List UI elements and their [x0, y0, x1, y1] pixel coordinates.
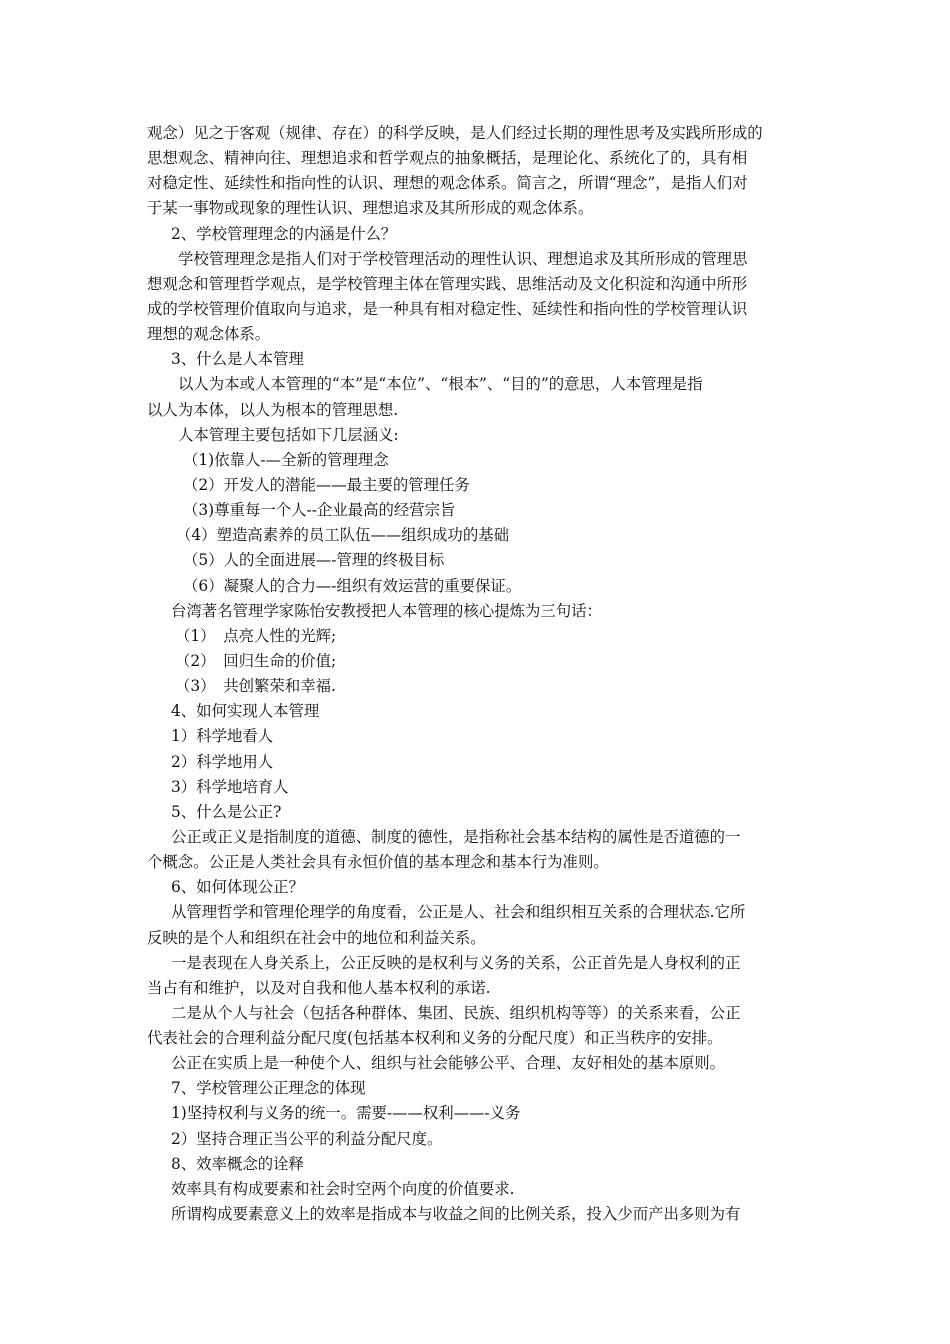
list-item: （3)尊重每一个人--企业最高的经营宗旨	[183, 501, 456, 520]
list-item: 2）坚持合理正当公平的利益分配尺度。	[171, 1129, 443, 1148]
body-line: 当占有和维护，以及对自我和他人基本权利的承诺.	[147, 978, 491, 997]
body-line: 以人为本体，以人为根本的管理思想.	[147, 400, 399, 419]
body-line: 人本管理主要包括如下几层涵义:	[178, 425, 399, 444]
section-heading: 7、学校管理公正理念的体现	[171, 1079, 366, 1098]
body-line: 观念）见之于客观（规律、存在）的科学反映，是人们经过长期的理性思考及实践所形成的	[147, 124, 763, 142]
section-heading: 2、学校管理理念的内涵是什么？	[171, 224, 397, 243]
body-line: 想观念和管理哲学观点，是学校管理主体在管理实践、思维活动及文化积淀和沟通中所形	[147, 274, 748, 293]
list-item: （2）开发人的潜能——最主要的管理任务	[183, 475, 470, 494]
body-line: 理想的观念体系。	[147, 325, 271, 344]
body-line: 以人为本或人本管理的“本”是“本位”、“根本”、“目的”的意思，人本管理是指	[178, 375, 703, 394]
body-line: 思想观念、精神向往、理想追求和哲学观点的抽象概括，是理论化、系统化了的，具有相	[147, 149, 748, 168]
list-item: （1)依靠人-—全新的管理理念	[183, 450, 389, 469]
section-heading: 5、什么是公正?	[171, 802, 282, 821]
body-line: 学校管理理念是指人们对于学校管理活动的理性认识、理想追求及其所形成的管理思	[178, 249, 748, 268]
list-item: 1)坚持权利与义务的统一。需要-——权利——-义务	[171, 1104, 521, 1123]
body-line: 公正在实质上是一种使个人、组织与社会能够公平、合理、友好相处的基本原则。	[171, 1054, 726, 1073]
body-line: 台湾著名管理学家陈怡安教授把人本管理的核心提炼为三句话：	[171, 601, 602, 620]
list-item: （4）塑造高素养的员工队伍——组织成功的基础	[176, 526, 509, 545]
list-item: 3）科学地培育人	[171, 777, 289, 796]
body-line: 代表社会的合理利益分配尺度(包括基本权利和义务的分配尺度）和正当秩序的安排。	[147, 1029, 723, 1048]
body-line: 反映的是个人和组织在社会中的地位和利益关系。	[147, 928, 486, 947]
list-item: （1） 点亮人性的光辉;	[175, 626, 337, 645]
list-item: 1）科学地看人	[171, 727, 274, 746]
body-line: 对稳定性、延续性和指向性的认识、理想的观念体系。简言之，所谓“理念”，是指人们对	[147, 174, 748, 193]
body-line: 成的学校管理价值取向与追求，是一种具有相对稳定性、延续性和指向性的学校管理认识	[147, 299, 748, 318]
body-line: 公正或正义是指制度的道德、制度的德性，是指称社会基本结构的属性是否道德的一	[171, 827, 741, 846]
body-line: 一是表现在人身关系上，公正反映的是权利与义务的关系，公正首先是人身权利的正	[171, 953, 741, 972]
list-item: 2）科学地用人	[171, 752, 274, 771]
body-line: 个概念。公正是人类社会具有永恒价值的基本理念和基本行为准则。	[147, 853, 609, 872]
section-heading: 4、如何实现人本管理	[171, 702, 320, 721]
document-body	[147, 121, 807, 1227]
body-line: 所谓构成要素意义上的效率是指成本与收益之间的比例关系，投入少而产出多则为有	[171, 1205, 741, 1224]
body-line: 二是从个人与社会（包括各种群体、集团、民族、组织机构等等）的关系来看，公正	[171, 1003, 741, 1022]
body-line: 于某一事物或现象的理性认识、理想追求及其所形成的观念体系。	[147, 199, 594, 218]
list-item: （6）凝聚人的合力—-组织有效运营的重要保证。	[183, 576, 522, 595]
section-heading: 3、什么是人本管理	[171, 350, 304, 369]
list-item: （3） 共创繁荣和幸福.	[175, 677, 336, 696]
body-line: 效率具有构成要素和社会时空两个向度的价值要求.	[171, 1179, 515, 1198]
section-heading: 8、效率概念的诠释	[171, 1154, 304, 1173]
section-heading: 6、如何体现公正？	[171, 878, 304, 897]
body-line: 从管理哲学和管理伦理学的角度看，公正是人、社会和组织相互关系的合理状态.它所	[171, 903, 746, 922]
list-item: （5）人的全面进展—-管理的终极目标	[183, 551, 445, 570]
list-item: （2） 回归生命的价值;	[175, 651, 337, 670]
